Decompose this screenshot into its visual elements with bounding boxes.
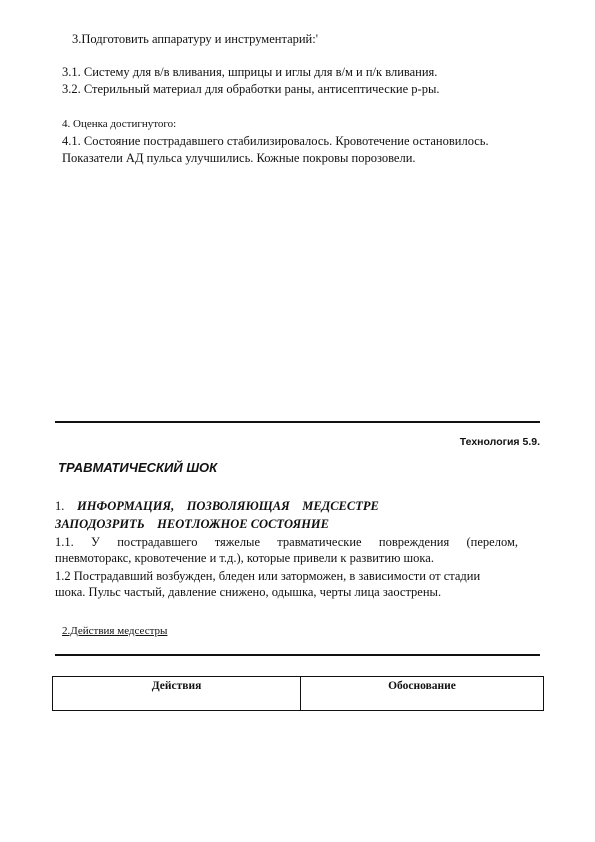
divider-bottom [55, 654, 540, 656]
section3-heading: 3.Подготовить аппаратуру и инструментарий:' [72, 32, 318, 46]
table-header-row [53, 677, 544, 711]
info-p2-line-2: шока. Пульс частый, давление снижено, одышка, черты лица заострены. [55, 585, 442, 599]
section4-line-1: 4.1. Состояние пострадавшего стабилизировалось. Кровотечение остановилось. [62, 134, 489, 148]
info-number: 1. [55, 499, 65, 513]
actions-table [52, 676, 544, 711]
divider-top [55, 421, 540, 423]
section4-line-2: Показатели АД пульса улучшились. Кожные покровы порозовели. [62, 151, 416, 165]
technology-label: Технология 5.9. [459, 436, 540, 448]
section3-item-2: 3.2. Стерильный материал для обработки раны, антисептические р-ры. [62, 82, 440, 96]
info-p2-line-1: 1.2 Пострадавший возбужден, бледен или заторможен, в зависимости от стадии [55, 569, 481, 583]
info-p1-line-2: пневмоторакс, кровотечение и т.д.), которые привели к развитию шока. [55, 551, 434, 565]
section3-item-1: 3.1. Систему для в/в вливания, шприцы и иглы для в/м и п/к вливания. [62, 65, 438, 79]
page-title: ТРАВМАТИЧЕСКИЙ ШОК [58, 460, 218, 475]
section4-heading: 4. Оценка достигнутого: [62, 118, 177, 130]
table-header-rationale: Обоснование [301, 677, 544, 711]
info-p1-line-1: 1.1. У пострадавшего тяжелые травматические повреждения (перелом, [55, 535, 518, 549]
table-header-actions: Действия [53, 677, 301, 711]
info-heading-line-2: ЗАПОДОЗРИТЬ НЕОТЛОЖНОЕ СОСТОЯНИЕ [55, 517, 329, 531]
actions-heading: 2.Действия медсестры [62, 625, 168, 637]
info-heading-line-1: ИНФОРМАЦИЯ, ПОЗВОЛЯЮЩАЯ МЕДСЕСТРЕ [77, 499, 379, 513]
